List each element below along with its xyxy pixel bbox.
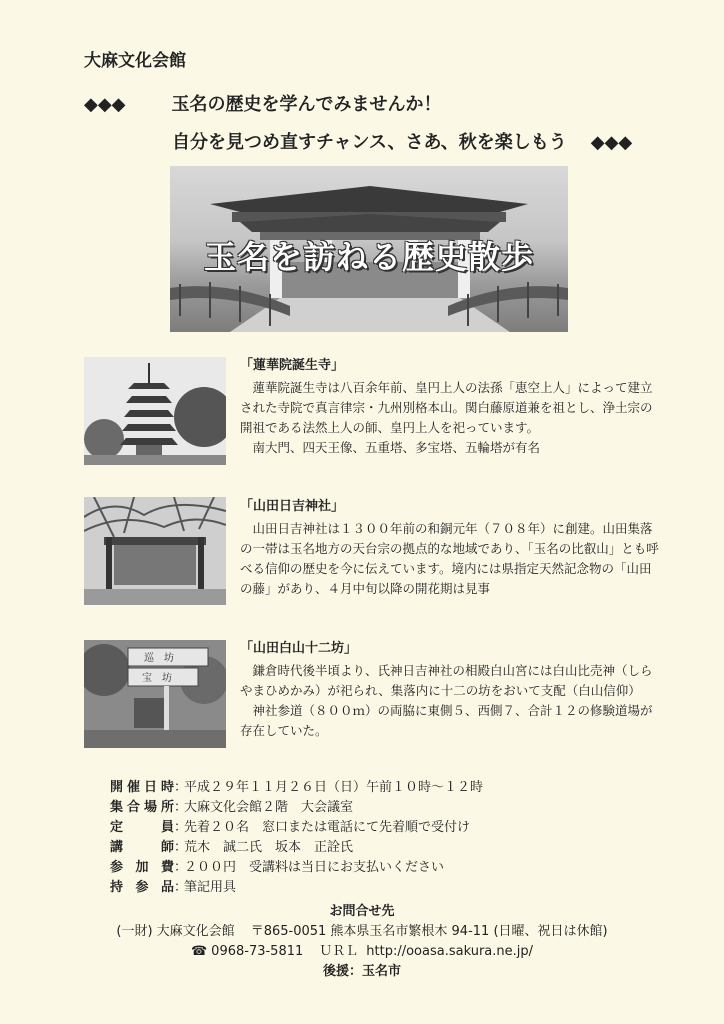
detail-value: ２００円 受講料は当日にお支払いください bbox=[184, 860, 445, 875]
contact-phone: 0968-73-5811 bbox=[211, 944, 304, 959]
contact-title: お問合せ先 bbox=[329, 904, 395, 919]
section-body: 神社参道（８００ｍ）の両脇に東側５、西側７、合計１２の修験道場が存在していた。 bbox=[240, 703, 653, 738]
organization-name: 大麻文化会館 bbox=[84, 51, 186, 71]
detail-label: 定員 bbox=[110, 820, 174, 835]
detail-label: 講師 bbox=[110, 840, 174, 855]
banner-image bbox=[170, 166, 568, 332]
sign-text-1: 巡 坊 bbox=[144, 653, 174, 664]
detail-row: 開催日時 ： 平成２９年１１月２６日（日）午前１０時～１２時 bbox=[110, 778, 483, 798]
section-body: 南大門、四天王像、五重塔、多宝塔、五輪塔が有名 bbox=[252, 440, 541, 455]
section-body: 蓮華院誕生寺は八百余年前、皇円上人の法孫「恵空上人」によって建立された寺院で真言律宗・九州別格本山。関白藤原道兼を祖とし、浄土宗の開祖である法然上人の師、皇円上人を祀っています。 bbox=[240, 380, 653, 435]
contact-address: 〒865-0051 熊本県玉名市繁根木 94-11 (日曜、祝日は休館) bbox=[250, 924, 608, 939]
section-hiyoshi-shrine bbox=[240, 497, 660, 599]
detail-label: 集合場所 bbox=[110, 800, 174, 815]
section-renge-in bbox=[240, 356, 660, 458]
contact-url[interactable]: http://ooasa.sakura.ne.jp/ bbox=[366, 944, 534, 959]
detail-value: 荒木 誠二氏 坂本 正詮氏 bbox=[184, 840, 354, 855]
event-details bbox=[110, 778, 483, 898]
contact-phone-line bbox=[0, 942, 724, 962]
section-title: 「山田日吉神社」 bbox=[240, 499, 345, 514]
shrine-photo bbox=[84, 497, 226, 605]
section-hakusan-12bo bbox=[240, 639, 660, 741]
phone-icon: ☎ bbox=[190, 944, 208, 959]
detail-value: 大麻文化会館２階 大会議室 bbox=[184, 800, 354, 815]
signpost-photo bbox=[84, 640, 226, 748]
diamond-icons: ◆◆◆ bbox=[590, 132, 633, 153]
sign-text-2: 宝 坊 bbox=[142, 673, 172, 684]
sponsor: 後援：玉名市 bbox=[322, 964, 401, 979]
detail-value: 平成２９年１１月２６日（日）午前１０時～１２時 bbox=[184, 780, 484, 795]
detail-row: 講師 ： 荒木 誠二氏 坂本 正詮氏 bbox=[110, 838, 483, 858]
detail-row: 持参品 ： 筆記用具 bbox=[110, 878, 483, 898]
section-body: 山田日吉神社は１３００年前の和銅元年（７０８年）に創建。山田集落の一帯は玉名地方の天台宗の拠点的な地域であり、「玉名の比叡山」とも呼べる信仰の歴史を今に伝えています。境内には県指定天然記念物の「山田の藤」があり、４月中旬以降の開花期は見事 bbox=[240, 521, 659, 596]
headline-line-1 bbox=[84, 90, 442, 116]
detail-row: 参加費 ： ２００円 受講料は当日にお支払いください bbox=[110, 858, 483, 878]
headline-text-2: 自分を見つめ直すチャンス、さあ、秋を楽しもう bbox=[172, 132, 567, 153]
contact-address-line bbox=[0, 922, 724, 942]
detail-value: 先着２０名 窓口または電話にて先着順で受付け bbox=[184, 820, 471, 835]
pagoda-photo bbox=[84, 357, 226, 465]
detail-row: 集合場所 ： 大麻文化会館２階 大会議室 bbox=[110, 798, 483, 818]
headline-text-1: 玉名の歴史を学んでみませんか！ bbox=[171, 94, 442, 115]
diamond-icons: ◆◆◆ bbox=[84, 94, 126, 115]
detail-label: 参加費 bbox=[110, 860, 174, 875]
section-title: 「蓮華院誕生寺」 bbox=[240, 358, 345, 373]
detail-row: 定員 ： 先着２０名 窓口または電話にて先着順で受付け bbox=[110, 818, 483, 838]
url-label: ＵＲＬ bbox=[319, 944, 359, 959]
detail-label: 持参品 bbox=[110, 880, 174, 895]
section-body: 鎌倉時代後半頃より、氏神日吉神社の相殿白山宮には白山比売神（しらやまひめかみ）が祀られ、集落内に十二の坊をおいて支配（白山信仰） bbox=[240, 663, 653, 698]
headline-line-2 bbox=[172, 128, 632, 154]
detail-label: 開催日時 bbox=[110, 780, 174, 795]
section-title: 「山田白山十二坊」 bbox=[240, 641, 358, 656]
contact-org: (一財) 大麻文化会館 bbox=[116, 924, 235, 939]
detail-value: 筆記用具 bbox=[184, 880, 237, 895]
banner-title: 玉名を訪ねる歴史散歩 bbox=[203, 238, 534, 276]
